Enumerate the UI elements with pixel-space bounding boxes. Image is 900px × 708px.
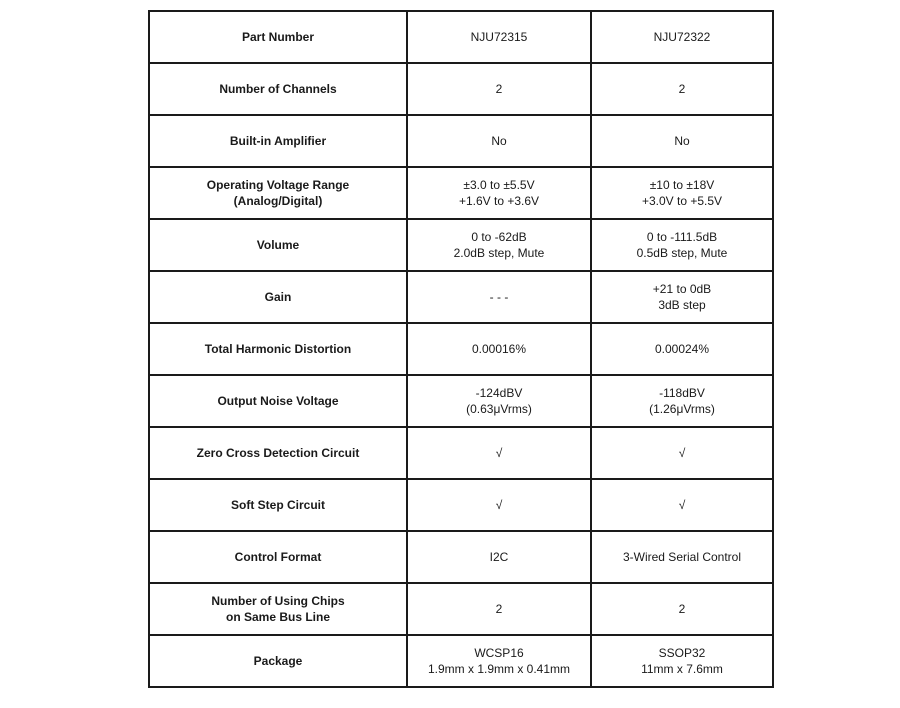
- cell-text-line: Number of Channels: [219, 82, 337, 96]
- cell-text-line: +21 to 0dB: [652, 282, 712, 296]
- cell-text-line: No: [674, 134, 690, 148]
- cell-text-line: 2: [678, 82, 686, 96]
- nju72322-value-cell: [591, 63, 773, 115]
- table-row: [149, 219, 773, 271]
- table-row: [149, 583, 773, 635]
- table-row: [149, 11, 773, 63]
- cell-text-line: Package: [253, 654, 303, 668]
- nju72315-value-cell: [407, 271, 591, 323]
- cell-text-line: Number of Using Chips: [211, 594, 345, 608]
- table-row: [149, 323, 773, 375]
- cell-text-line: ±3.0 to ±5.5V: [463, 178, 535, 192]
- table-row: [149, 375, 773, 427]
- cell-text-line: 11mm x 7.6mm: [641, 662, 723, 676]
- row-label-cell: [149, 635, 407, 687]
- nju72322-value-cell: [591, 167, 773, 219]
- cell-text-line: Built-in Amplifier: [229, 134, 327, 148]
- table-row: [149, 427, 773, 479]
- nju72322-value-cell: [591, 635, 773, 687]
- cell-text-line: 3dB step: [658, 298, 706, 312]
- nju72315-value-cell: [407, 63, 591, 115]
- table-row: [149, 531, 773, 583]
- cell-text-line: 2: [678, 602, 686, 616]
- nju72322-value-cell: [591, 323, 773, 375]
- cell-text-line: SSOP32: [658, 646, 706, 660]
- cell-text-line: (1.26μVrms): [649, 402, 715, 416]
- cell-text-line: 0.00024%: [654, 342, 710, 356]
- cell-text-line: Part Number: [241, 30, 315, 44]
- nju72322-value-cell: [591, 11, 773, 63]
- cell-text-line: √: [678, 498, 686, 512]
- nju72315-value-cell: [407, 531, 591, 583]
- row-label-cell: [149, 271, 407, 323]
- table-row: [149, 635, 773, 687]
- table-row: [149, 115, 773, 167]
- cell-text-line: Gain: [264, 290, 292, 304]
- cell-text-line: NJU72322: [653, 30, 711, 44]
- cell-text-line: √: [495, 446, 503, 460]
- cell-text-line: -118dBV: [659, 386, 705, 400]
- row-label-cell: [149, 219, 407, 271]
- cell-text-line: Operating Voltage Range: [206, 178, 350, 192]
- nju72315-value-cell: [407, 115, 591, 167]
- nju72322-value-cell: [591, 583, 773, 635]
- row-label-cell: [149, 323, 407, 375]
- row-label-cell: [149, 531, 407, 583]
- cell-text-line: -124dBV: [475, 386, 523, 400]
- cell-text-line: 0.5dB step, Mute: [636, 246, 728, 260]
- cell-text-line: 3-Wired Serial Control: [622, 550, 742, 564]
- cell-text-line: 1.9mm x 1.9mm x 0.41mm: [427, 662, 571, 676]
- row-label-cell: [149, 167, 407, 219]
- row-label-cell: [149, 427, 407, 479]
- nju72315-value-cell: [407, 427, 591, 479]
- table-row: [149, 167, 773, 219]
- cell-text-line: 2: [495, 602, 503, 616]
- row-label-cell: [149, 479, 407, 531]
- cell-text-line: WCSP16: [474, 646, 524, 660]
- nju72322-value-cell: [591, 531, 773, 583]
- cell-text-line: 0 to -62dB: [471, 230, 527, 244]
- table-row: [149, 271, 773, 323]
- spec-comparison-table: [148, 10, 774, 688]
- row-label-cell: [149, 11, 407, 63]
- cell-text-line: Total Harmonic Distortion: [204, 342, 352, 356]
- row-label-cell: [149, 583, 407, 635]
- cell-text-line: 0 to -111.5dB: [646, 230, 718, 244]
- nju72315-value-cell: [407, 635, 591, 687]
- nju72315-value-cell: [407, 479, 591, 531]
- cell-text-line: Control Format: [234, 550, 322, 564]
- cell-text-line: (0.63μVrms): [466, 402, 532, 416]
- nju72322-value-cell: [591, 219, 773, 271]
- row-label-cell: [149, 115, 407, 167]
- nju72322-value-cell: [591, 427, 773, 479]
- cell-text-line: - - -: [489, 290, 509, 304]
- row-label-cell: [149, 375, 407, 427]
- nju72315-value-cell: [407, 375, 591, 427]
- spec-table-container: [148, 10, 774, 688]
- cell-text-line: 2.0dB step, Mute: [453, 246, 545, 260]
- cell-text-line: √: [678, 446, 686, 460]
- cell-text-line: (Analog/Digital): [233, 194, 323, 208]
- nju72322-value-cell: [591, 115, 773, 167]
- cell-text-line: √: [495, 498, 503, 512]
- cell-text-line: I2C: [489, 550, 509, 564]
- row-label-cell: [149, 63, 407, 115]
- table-row: [149, 479, 773, 531]
- spec-table-body: [149, 11, 773, 687]
- nju72315-value-cell: [407, 583, 591, 635]
- cell-text-line: 2: [495, 82, 503, 96]
- cell-text-line: Volume: [256, 238, 300, 252]
- nju72315-value-cell: [407, 167, 591, 219]
- cell-text-line: Output Noise Voltage: [217, 394, 339, 408]
- nju72315-value-cell: [407, 323, 591, 375]
- nju72322-value-cell: [591, 271, 773, 323]
- table-row: [149, 63, 773, 115]
- cell-text-line: +3.0V to +5.5V: [641, 194, 723, 208]
- cell-text-line: +1.6V to +3.6V: [458, 194, 540, 208]
- nju72315-value-cell: [407, 219, 591, 271]
- nju72322-value-cell: [591, 375, 773, 427]
- cell-text-line: NJU72315: [470, 30, 528, 44]
- cell-text-line: ±10 to ±18V: [649, 178, 715, 192]
- cell-text-line: Zero Cross Detection Circuit: [196, 446, 360, 460]
- cell-text-line: 0.00016%: [471, 342, 527, 356]
- cell-text-line: Soft Step Circuit: [230, 498, 325, 512]
- nju72315-value-cell: [407, 11, 591, 63]
- cell-text-line: No: [491, 134, 507, 148]
- cell-text-line: on Same Bus Line: [225, 610, 331, 624]
- nju72322-value-cell: [591, 479, 773, 531]
